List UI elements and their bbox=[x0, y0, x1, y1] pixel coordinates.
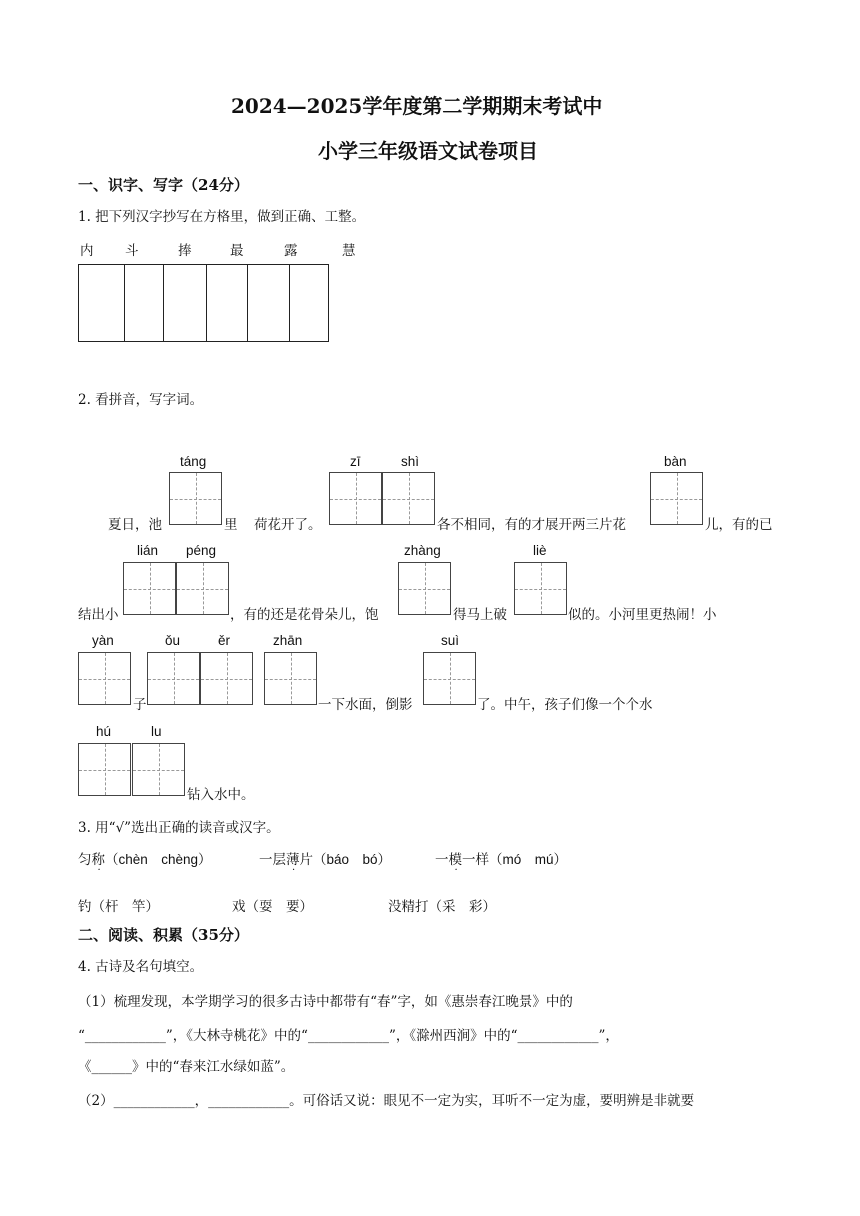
passage-text: 钻入水中。 bbox=[187, 787, 255, 803]
copy-char: 慧 bbox=[342, 243, 356, 259]
option-text: 一样（mó mú） bbox=[462, 852, 568, 867]
pinyin-label: zhàng bbox=[404, 543, 441, 558]
section-1-heading: 一、识字、写字（24分） bbox=[78, 176, 249, 194]
passage-text: 儿，有的已 bbox=[705, 517, 773, 533]
dotted-char-text: 薄 bbox=[286, 852, 300, 868]
passage-text: 里 bbox=[224, 517, 238, 533]
q3-option[interactable] bbox=[435, 848, 568, 876]
answer-box[interactable] bbox=[650, 472, 703, 525]
answer-box[interactable] bbox=[329, 472, 382, 525]
title-line-2: 小学三年级语文试卷项目 bbox=[318, 139, 538, 163]
q4-line: （2）____________，____________。可俗话又说：眼见不一定为实，耳听不一定为虚，要明辨是非就要 bbox=[78, 1093, 695, 1109]
pinyin-label: yàn bbox=[92, 633, 114, 648]
grid-divider bbox=[124, 265, 125, 341]
passage-text: 得马上破 bbox=[453, 607, 507, 623]
q1-prompt: 1. 把下列汉字抄写在方格里，做到正确、工整。 bbox=[78, 209, 366, 225]
option-text: 一层 bbox=[259, 852, 286, 868]
q4-prompt: 4. 古诗及名句填空。 bbox=[78, 959, 204, 975]
q3-option[interactable] bbox=[78, 848, 212, 876]
q3-option[interactable] bbox=[259, 848, 392, 876]
answer-box[interactable] bbox=[123, 562, 176, 615]
pinyin-label: lián bbox=[137, 543, 159, 558]
answer-box[interactable] bbox=[132, 743, 185, 796]
copy-grid[interactable] bbox=[78, 264, 329, 342]
passage-text: 荷花开了。 bbox=[254, 517, 322, 533]
answer-box[interactable] bbox=[264, 652, 317, 705]
pinyin-label: zhān bbox=[273, 633, 303, 648]
q4-line: 《______》中的“春来江水绿如蓝”。 bbox=[78, 1059, 295, 1075]
section-2-heading: 二、阅读、积累（35分） bbox=[78, 926, 249, 944]
passage-text: 了。中午，孩子们像一个个水 bbox=[477, 697, 653, 713]
answer-box[interactable] bbox=[78, 652, 131, 705]
dotted-char bbox=[91, 852, 106, 876]
answer-box[interactable] bbox=[514, 562, 567, 615]
pinyin-label: liè bbox=[533, 543, 547, 558]
option-text: 匀 bbox=[78, 852, 92, 868]
dotted-char-text: 模 bbox=[448, 852, 462, 868]
pinyin-label: shì bbox=[401, 454, 420, 469]
pinyin-label: lu bbox=[151, 724, 162, 739]
copy-char: 露 bbox=[284, 243, 298, 259]
option-text: 一 bbox=[435, 852, 449, 868]
passage-text: 夏日，池 bbox=[108, 517, 162, 533]
grid-divider bbox=[247, 265, 248, 341]
dotted-char bbox=[286, 852, 300, 876]
grid-divider bbox=[289, 265, 290, 341]
pinyin-label: zī bbox=[350, 454, 361, 469]
option-text: （chèn chèng） bbox=[105, 852, 212, 867]
answer-box[interactable] bbox=[147, 652, 200, 705]
pinyin-label: hú bbox=[96, 724, 112, 739]
answer-box[interactable] bbox=[398, 562, 451, 615]
passage-text: 各不相同，有的才展开两三片花 bbox=[437, 517, 626, 533]
emphasis-dot: · bbox=[454, 865, 458, 876]
copy-char: 最 bbox=[230, 243, 244, 259]
answer-box[interactable] bbox=[382, 472, 435, 525]
emphasis-dot: · bbox=[97, 865, 101, 876]
pinyin-label: suì bbox=[441, 633, 460, 648]
pinyin-label: táng bbox=[180, 454, 207, 469]
passage-text: ，有的还是花骨朵儿，饱 bbox=[230, 607, 379, 623]
pinyin-label: ěr bbox=[218, 633, 231, 648]
pinyin-label: bàn bbox=[664, 454, 687, 469]
q4-line: （1）梳理发现，本学期学习的很多古诗中都带有“春”字，如《惠崇春江晚景》中的 bbox=[78, 994, 573, 1010]
answer-box[interactable] bbox=[176, 562, 229, 615]
pinyin-label: péng bbox=[186, 543, 217, 558]
dotted-char-text: 称 bbox=[91, 852, 105, 868]
grid-divider bbox=[206, 265, 207, 341]
emphasis-dot: · bbox=[292, 865, 296, 876]
answer-box[interactable] bbox=[169, 472, 222, 525]
q3-option[interactable]: 没精打（采 彩） bbox=[388, 899, 496, 915]
option-text: 片（báo bó） bbox=[299, 852, 392, 867]
pinyin-label: ǒu bbox=[165, 633, 181, 648]
dotted-char bbox=[448, 852, 463, 876]
passage-text: 似的。小河里更热闹！小 bbox=[568, 607, 717, 623]
q2-prompt: 2. 看拼音，写字词。 bbox=[78, 392, 204, 408]
passage-text: 结出小 bbox=[78, 607, 119, 623]
answer-box[interactable] bbox=[200, 652, 253, 705]
copy-char: 斗 bbox=[125, 243, 139, 259]
q4-line: “____________”，《大林寺桃花》中的“____________”，《滁州西涧》中的“____________”， bbox=[78, 1028, 619, 1044]
copy-char: 内 bbox=[80, 243, 94, 259]
answer-box[interactable] bbox=[78, 743, 131, 796]
copy-char: 捧 bbox=[178, 243, 192, 259]
passage-text: 一下水面，倒影 bbox=[318, 697, 413, 713]
q3-prompt: 3. 用“√”选出正确的读音或汉字。 bbox=[78, 820, 280, 836]
answer-box[interactable] bbox=[423, 652, 476, 705]
q3-option[interactable]: 戏（耍 要） bbox=[232, 899, 313, 915]
passage-text: 子 bbox=[133, 697, 147, 713]
title-line-1: 2024—2025学年度第二学期期末考试中 bbox=[231, 94, 603, 118]
grid-divider bbox=[163, 265, 164, 341]
q3-option[interactable]: 钓（杆 竿） bbox=[78, 899, 159, 915]
